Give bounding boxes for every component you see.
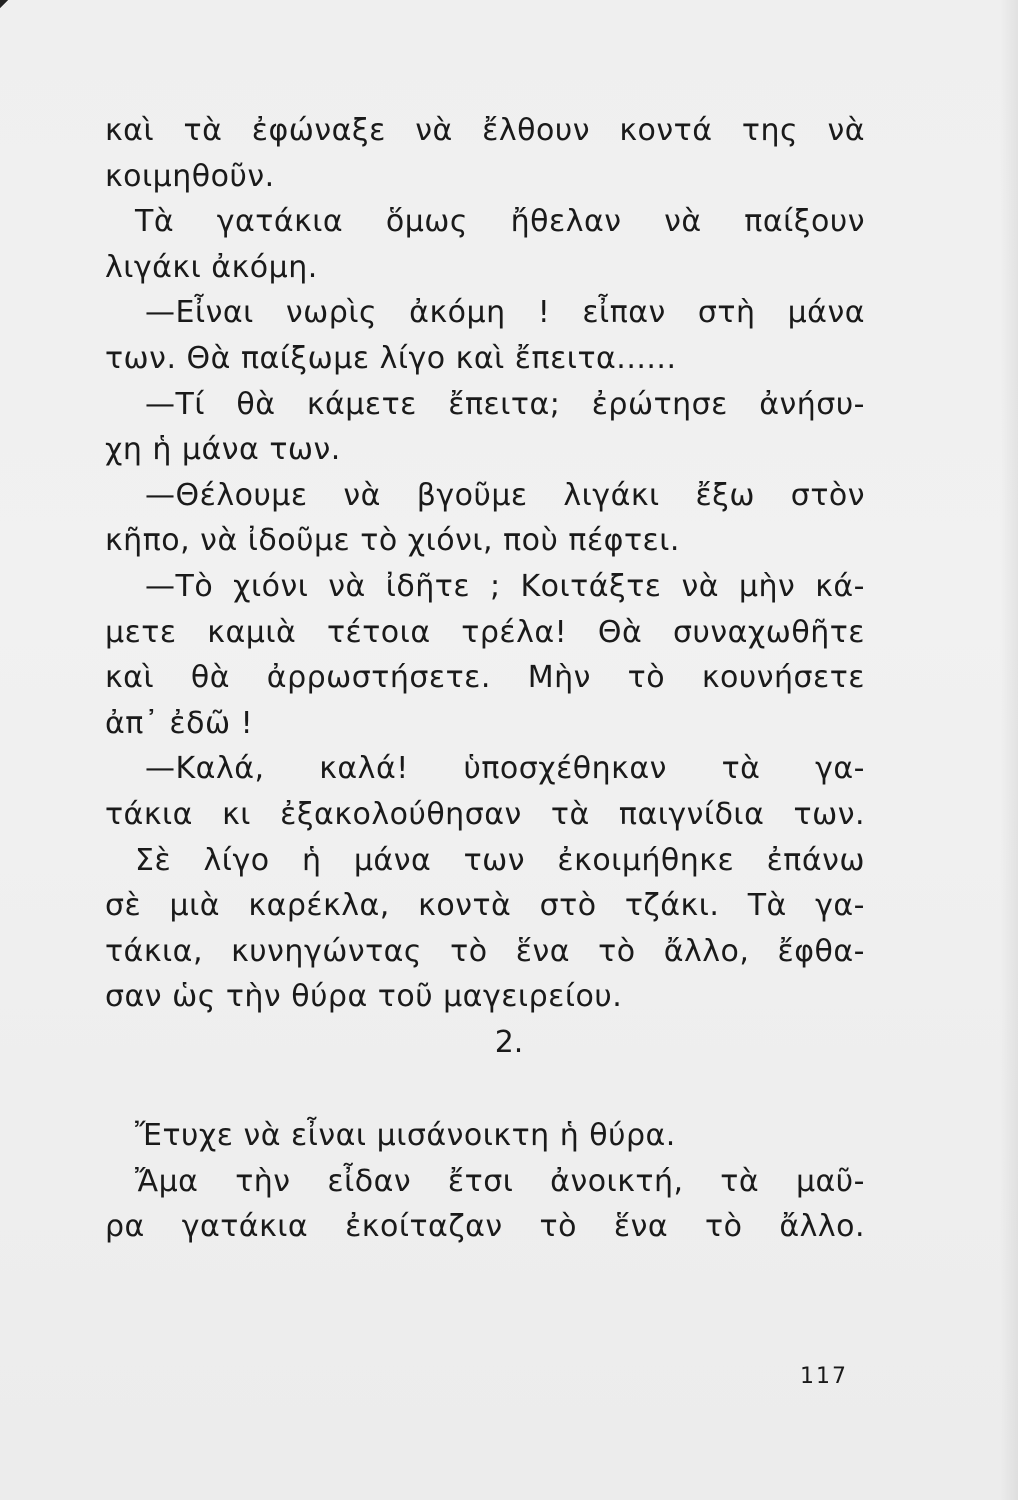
section-number: 2. [494,1025,524,1060]
text-line: κῆπο, νὰ ἰδοῦμε τὸ χιόνι, ποὺ πέφτει. [105,523,680,559]
text-line: σὲ μιὰ καρέκλα, κοντὰ στὸ τζάκι. Τὰ γα- [105,888,865,924]
text-line: —Θέλουμε νὰ βγοῦμε λιγάκι ἔξω στὸν [145,477,865,513]
text-line: κοιμηθοῦν. [105,158,275,194]
text-line: Τὰ γατάκια ὅμως ἤθελαν νὰ παίξουν [135,204,865,240]
text-line: Ἔτυχε νὰ εἶναι μισάνοικτη ἡ θύρα. [135,1118,676,1153]
text-line: μετε καμιὰ τέτοια τρέλα! Θὰ συναχωθῆτε [105,614,865,650]
body-text [105,108,865,1020]
corner-mark [0,0,22,22]
text-line: καὶ τὰ ἐφώναξε νὰ ἔλθουν κοντά της νὰ [105,113,865,148]
text-line: ἀπ᾿ ἐδῶ ! [105,705,254,741]
text-line: καὶ θὰ ἀρρωστήσετε. Μὴν τὸ κουνήσετε [105,660,865,696]
text-line: —Εἶναι νωρὶς ἀκόμη ! εἶπαν στὴ μάνα [145,295,865,331]
text-line: Ἄμα τὴν εἶδαν ἔτσι ἀνοικτή, τὰ μαῦ- [135,1163,865,1199]
text-line: των. Θὰ παίξωμε λίγο καὶ ἔπειτα...... [105,340,677,376]
text-line: Σὲ λίγο ἡ μάνα των ἐκοιμήθηκε ἐπάνω [135,842,865,878]
text-line: σαν ὡς τὴν θύρα τοῦ μαγειρείου. [105,979,623,1015]
text-line: τάκια κι ἐξακολούθησαν τὰ παιγνίδια των. [105,796,865,832]
page-number: 117 [800,1364,848,1389]
text-line: ρα γατάκια ἐκοίταζαν τὸ ἕνα τὸ ἄλλο. [105,1209,865,1245]
text-line: χη ἡ μάνα των. [105,432,341,468]
text-line: λιγάκι ἀκόμη. [105,249,318,285]
text-line: —Καλά, καλά! ὑποσχέθηκαν τὰ γα- [145,751,865,787]
text-line: —Τὸ χιόνι νὰ ἰδῆτε ; Κοιτάξτε νὰ μὴν κά- [145,568,865,604]
text-line: τάκια, κυνηγώντας τὸ ἕνα τὸ ἄλλο, ἔφθα- [105,933,865,969]
page-edge-shadow [1000,0,1018,1500]
body-text-section-2 [105,1113,865,1250]
text-line: —Τί θὰ κάμετε ἔπειτα; ἐρώτησε ἀνήσυ- [145,386,865,422]
